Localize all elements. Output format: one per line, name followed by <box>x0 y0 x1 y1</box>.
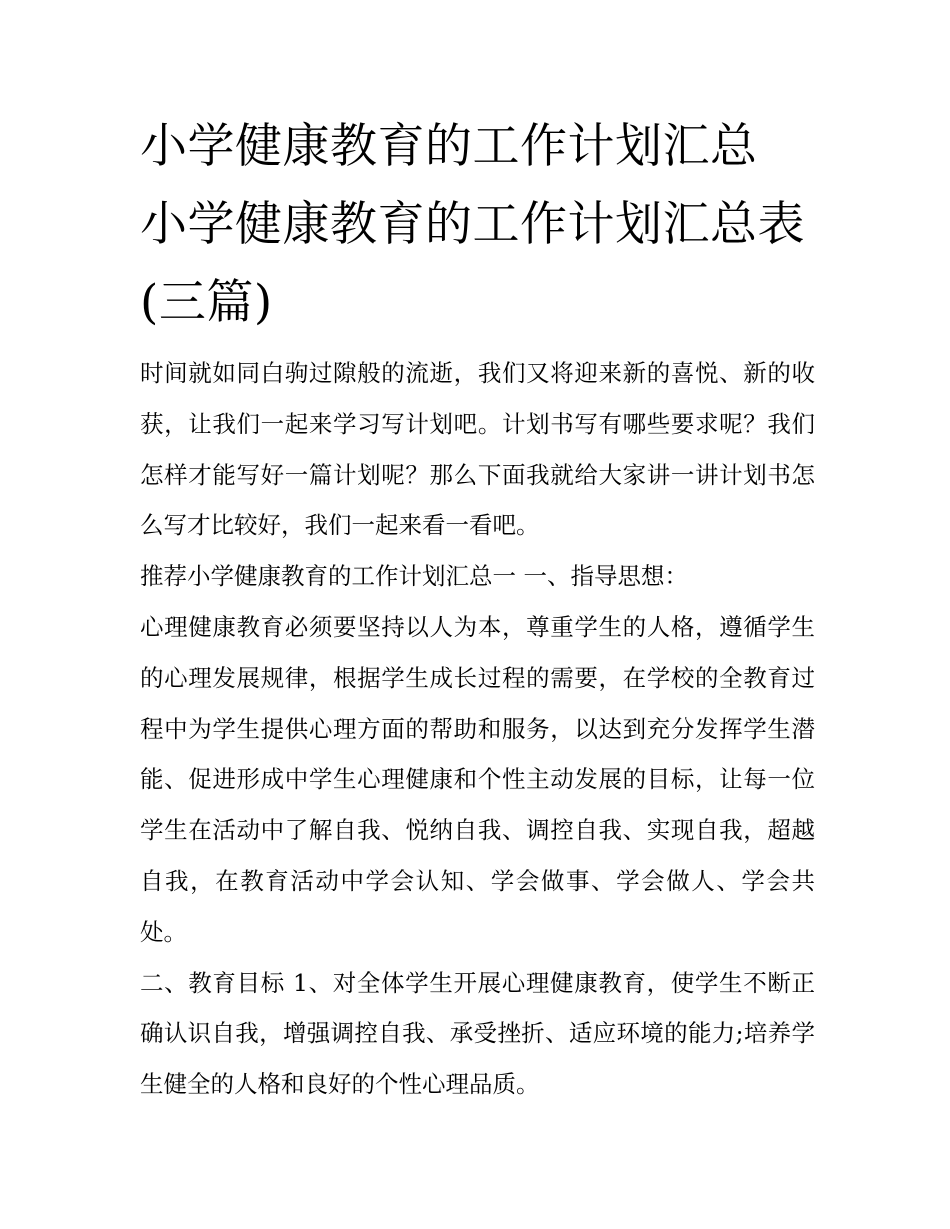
document-body <box>140 108 815 1110</box>
document-title: 小学健康教育的工作计划汇总 小学健康教育的工作计划汇总表(三篇) <box>140 119 805 330</box>
paragraph-intro: 时间就如同白驹过隙般的流逝，我们又将迎来新的喜悦、新的收获，让我们一起来学习写计划吧。计划书写有哪些要求呢？我们怎样才能写好一篇计划呢？那么下面我就给大家讲一讲计划书怎么写才比较好，我们一起来看一看吧。 <box>140 359 815 540</box>
paragraph-guiding-ideology: 心理健康教育必须要坚持以人为本，尊重学生的人格，遵循学生的心理发展规律，根据学生成长过程的需要，在学校的全教育过程中为学生提供心理方面的帮助和服务，以达到充分发挥学生潜能、促进形成中学生心理健康和个性主动发展的目标，让每一位学生在活动中了解自我、悦纳自我、调控自我、实现自我，超越自我，在教育活动中学会认知、学会做事、学会做人、学会共处。 <box>140 612 815 946</box>
paragraph-education-goals: 二、教育目标 1、对全体学生开展心理健康教育，使学生不断正确认识自我，增强调控自我、承受挫折、适应环境的能力;培养学生健全的人格和良好的个性心理品质。 <box>140 968 815 1099</box>
paragraph-section-heading: 推荐小学健康教育的工作计划汇总一 一、指导思想： <box>140 562 688 591</box>
